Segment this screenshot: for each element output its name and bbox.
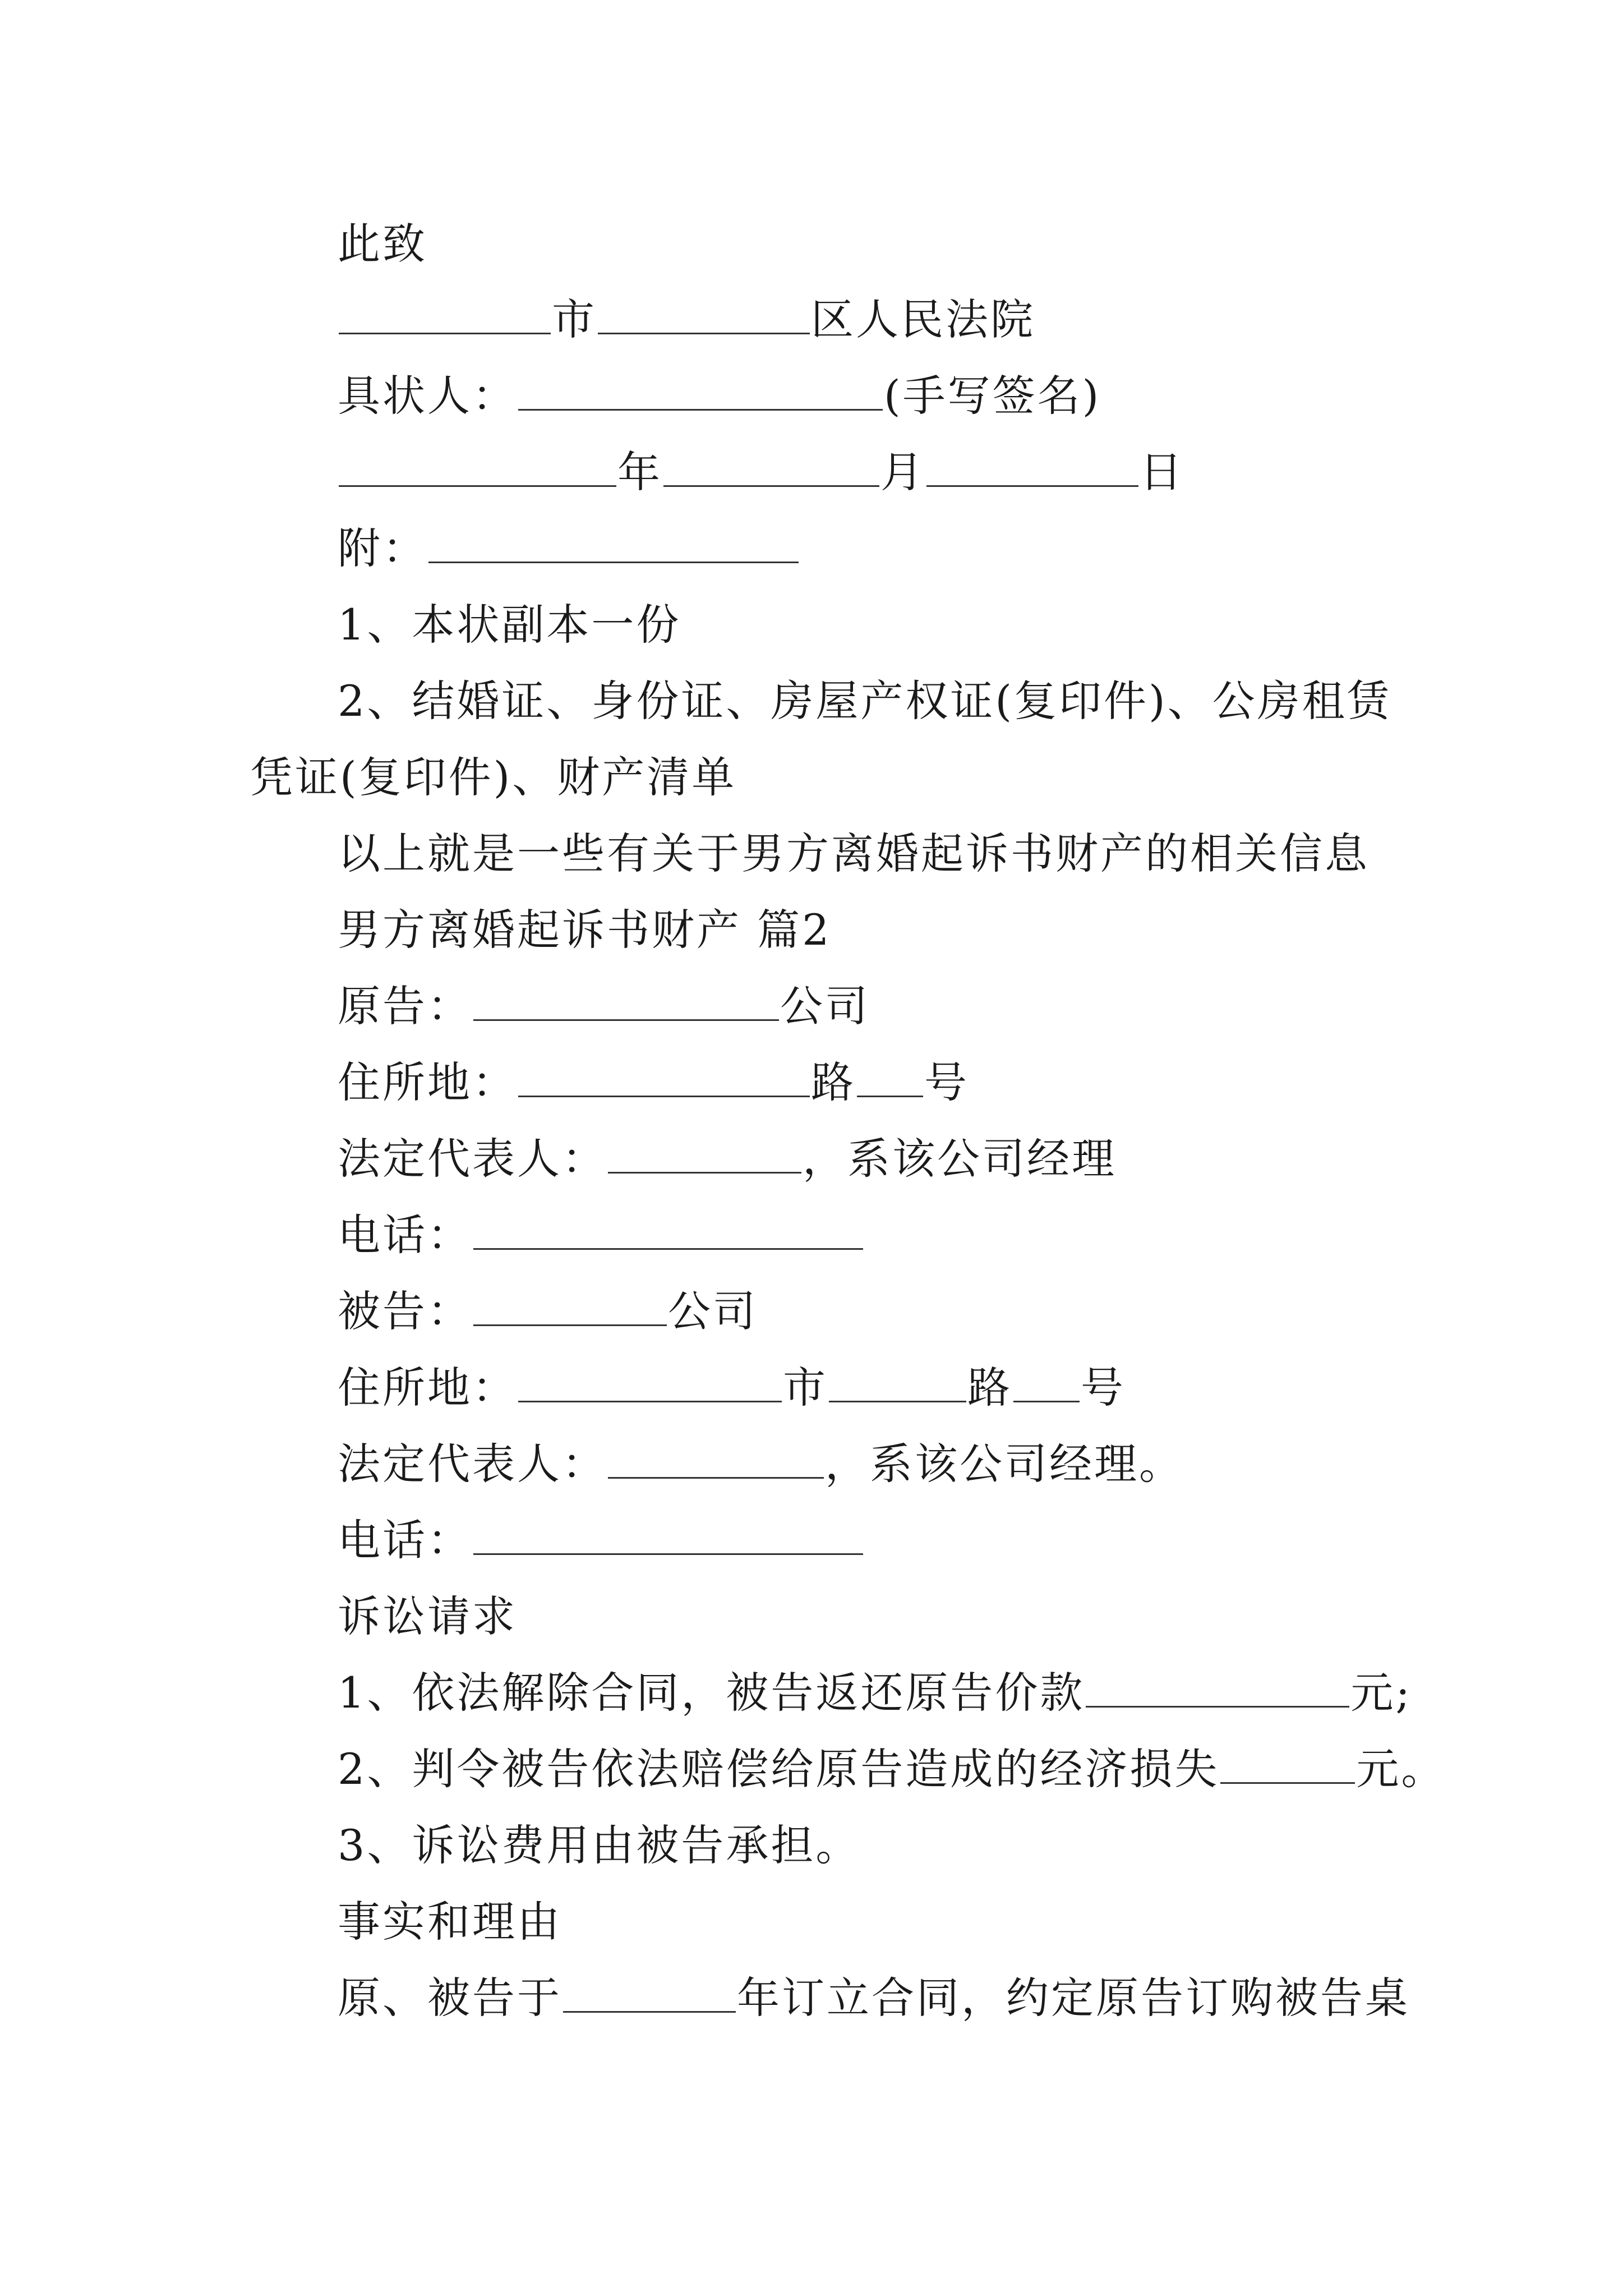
court-line: 市 区人民法院 bbox=[338, 292, 1035, 348]
claim-1-amount-blank bbox=[1086, 1667, 1349, 1708]
plaintiff-rep-line: 法定代表人： ，系该公司经理 bbox=[338, 1134, 1117, 1184]
claims-title: 诉讼请求 bbox=[338, 1591, 517, 1641]
claim-3: 3、诉讼费用由被告承担。 bbox=[338, 1820, 861, 1870]
defendant-blank bbox=[473, 1285, 667, 1326]
city-blank bbox=[339, 293, 551, 334]
defendant-city-blank bbox=[518, 1361, 782, 1402]
plaintiff-rep-blank bbox=[608, 1133, 801, 1174]
section-2-title: 男方离婚起诉书财产 篇2 bbox=[338, 905, 832, 955]
district-blank bbox=[598, 293, 810, 334]
attachment-item-1: 1、本状副本一份 bbox=[338, 600, 681, 650]
plaintiff-address-line: 住所地： 路 号 bbox=[338, 1057, 969, 1107]
facts-title: 事实和理由 bbox=[338, 1897, 562, 1947]
plaintiff-blank bbox=[473, 980, 779, 1021]
signer-line: 具状人： (手写签名) bbox=[338, 371, 1101, 421]
defendant-phone-line: 电话： bbox=[338, 1512, 864, 1568]
day-blank bbox=[926, 446, 1138, 487]
claim-1: 1、依法解除合同，被告返还原告价款 元; bbox=[338, 1668, 1412, 1718]
defendant-line: 被告： 公司 bbox=[338, 1286, 758, 1336]
facts-paragraph-1: 原、被告于 年订立合同，约定原告订购被告桌 bbox=[338, 1973, 1410, 2023]
defendant-address-line: 住所地： 市 路 号 bbox=[338, 1363, 1126, 1412]
defendant-rep-blank bbox=[608, 1438, 824, 1479]
claim-2: 2、判令被告依法赔偿给原告造成的经济损失 元。 bbox=[338, 1744, 1446, 1794]
attachment-blank bbox=[428, 522, 799, 563]
defendant-rep-line: 法定代表人： ，系该公司经理。 bbox=[338, 1439, 1184, 1489]
defendant-phone-blank bbox=[473, 1514, 863, 1555]
month-blank bbox=[663, 446, 879, 487]
signer-blank bbox=[518, 370, 883, 411]
defendant-number-blank bbox=[1013, 1361, 1080, 1402]
year-blank bbox=[339, 446, 616, 487]
plaintiff-road-blank bbox=[518, 1056, 810, 1097]
defendant-road-blank bbox=[829, 1361, 966, 1402]
attachment-line: 附： bbox=[338, 521, 800, 577]
attachment-item-2: 2、结婚证、身份证、房屋产权证(复印件)、公房租赁 bbox=[338, 676, 1392, 726]
facts-year-blank bbox=[563, 1972, 736, 2013]
plaintiff-phone-line: 电话： bbox=[338, 1207, 864, 1263]
salutation: 此致 bbox=[338, 219, 427, 269]
claim-2-amount-blank bbox=[1220, 1743, 1355, 1784]
attachment-item-2-cont: 凭证(复印件)、财产清单 bbox=[250, 752, 737, 802]
plaintiff-line: 原告： 公司 bbox=[338, 981, 870, 1031]
plaintiff-number-blank bbox=[857, 1056, 923, 1097]
summary-paragraph: 以上就是一些有关于男方离婚起诉书财产的相关信息 bbox=[338, 829, 1370, 878]
date-line: 年 月 日 bbox=[338, 444, 1184, 500]
plaintiff-phone-blank bbox=[473, 1209, 863, 1250]
